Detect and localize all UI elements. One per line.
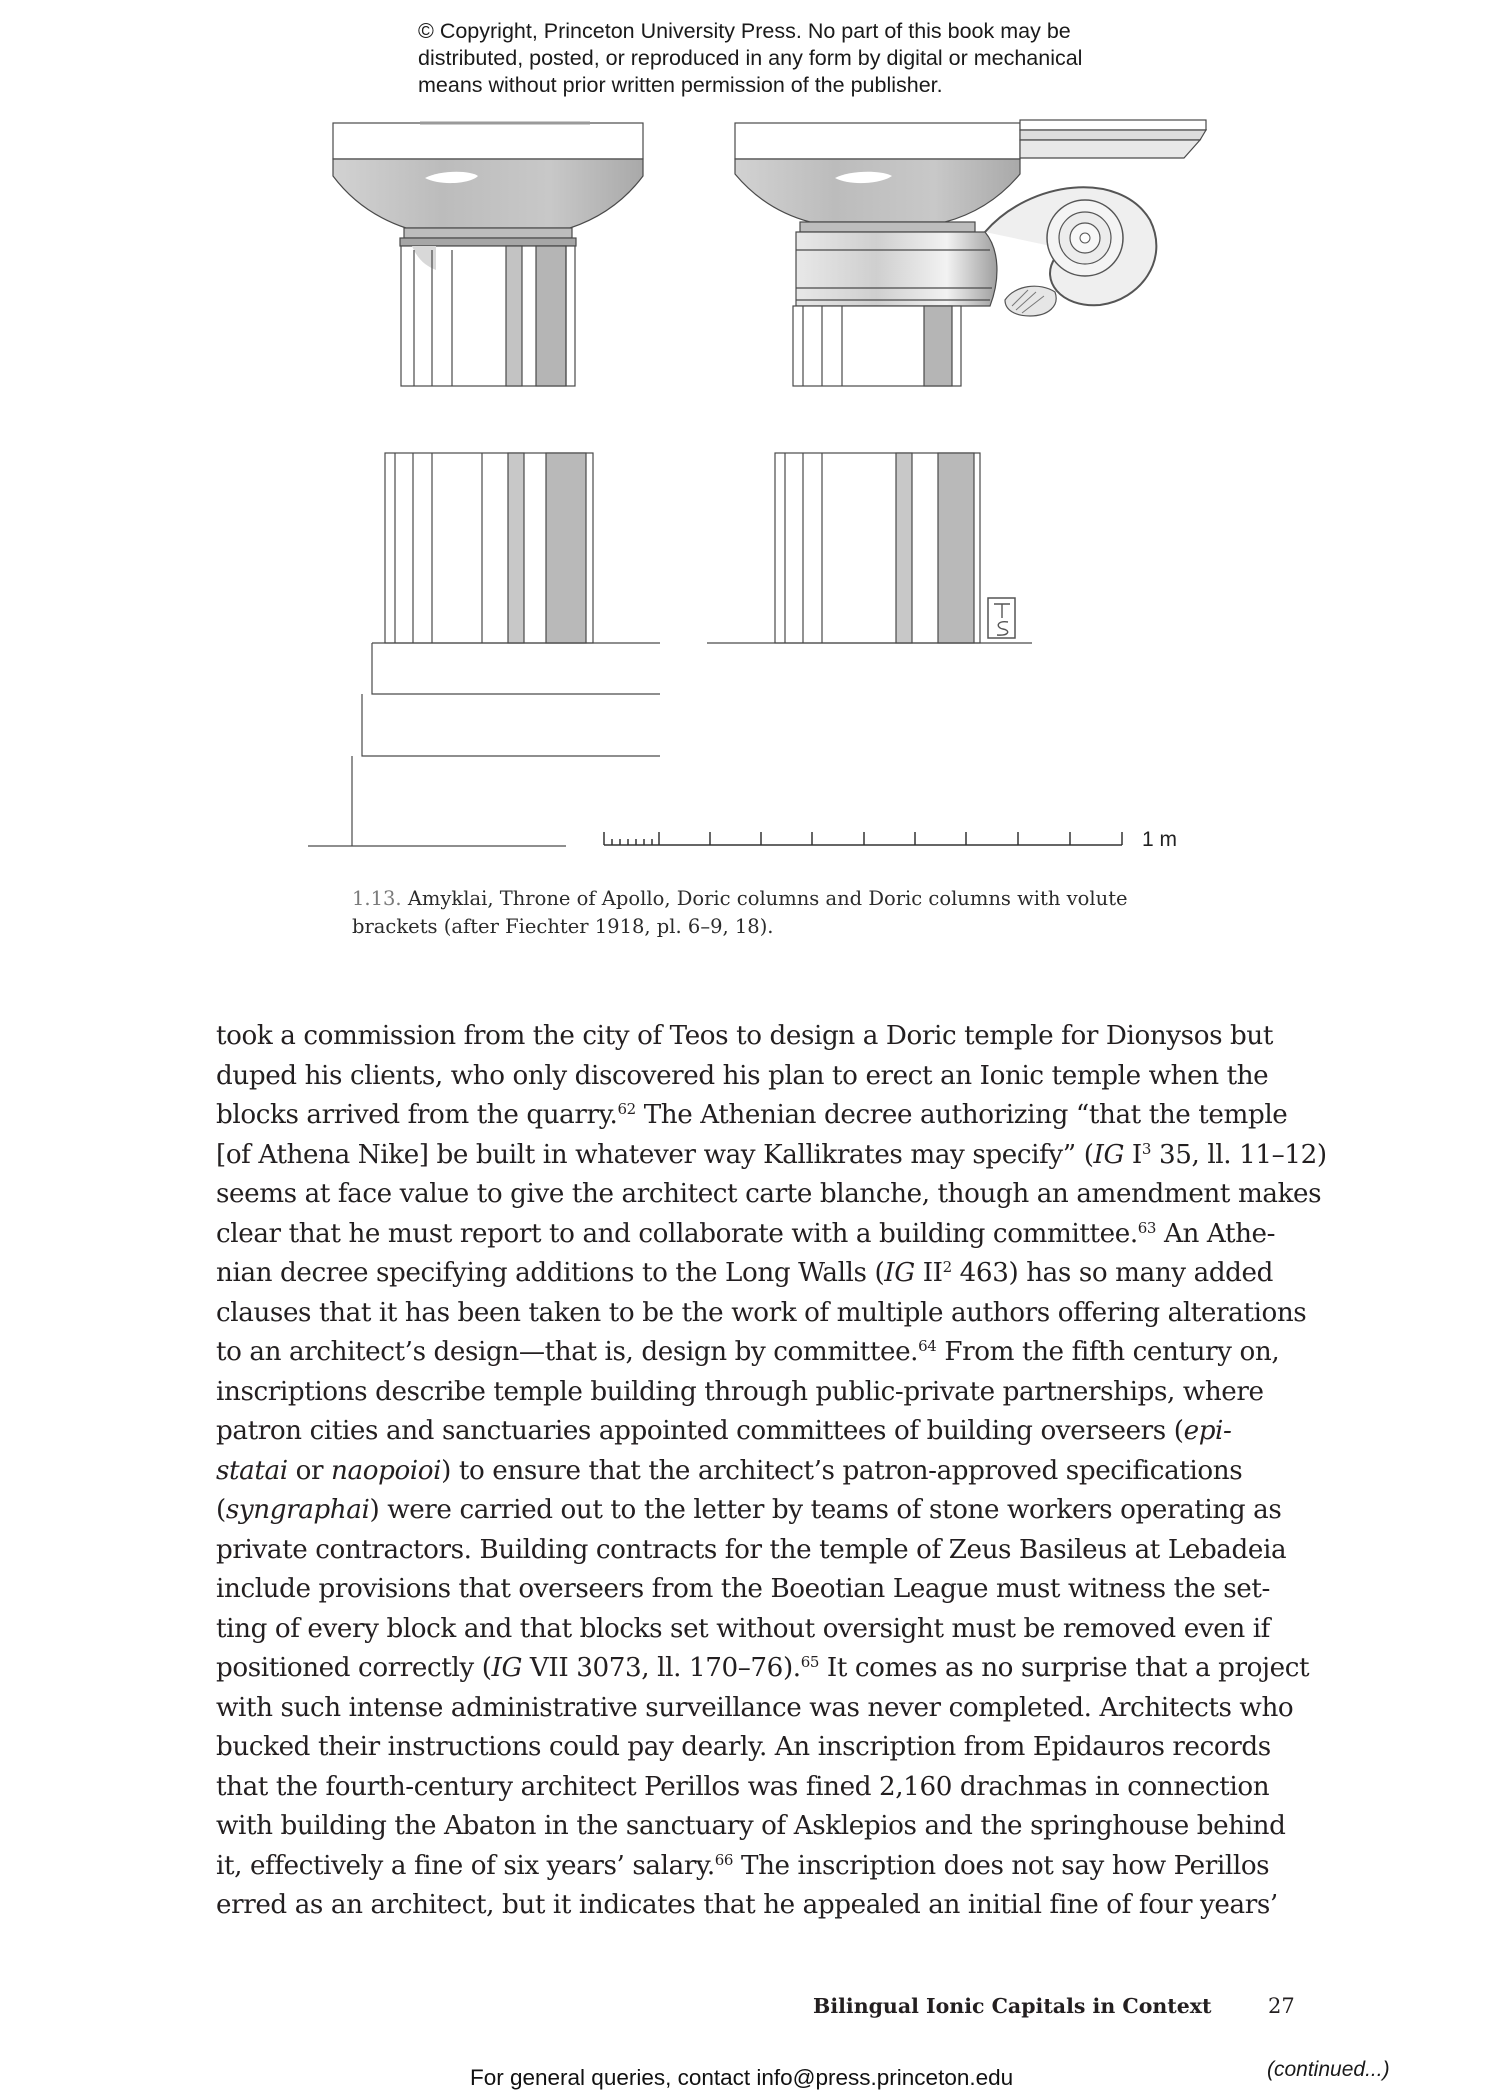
footnote-ref: 62 (617, 1100, 636, 1118)
body-line (216, 1096, 1316, 1136)
text-run: ( (216, 1495, 226, 1525)
footnote-ref: 3 (1141, 1139, 1152, 1158)
text-run: with building the Abaton in the sanctuary of Asklepios and the springhouse behind (216, 1811, 1286, 1841)
italic-text: IG (1093, 1139, 1124, 1170)
body-line (216, 1847, 1316, 1887)
text-run: to an architect’s design—that is, design by committee. (216, 1337, 919, 1367)
scale-bar (604, 832, 1122, 845)
copyright-notice (418, 18, 1118, 99)
text-run: ) to ensure that the architect’s patron-approved specifications (441, 1455, 1243, 1486)
copyright-line: © Copyright, Princeton University Press. No part of this book may be (418, 19, 1071, 43)
text-run: private contractors. Building contracts for the temple of Zeus Basileus at Lebadeia (216, 1534, 1287, 1565)
text-run: clear that he must report to and collaborate with a building committee. (216, 1218, 1138, 1249)
footnote-ref: 65 (800, 1653, 819, 1671)
footer-contact: For general queries, contact info@press.princeton.edu (470, 2065, 1014, 2090)
text-run: An Athe- (1156, 1218, 1276, 1249)
scale-bar-label: 1 m (1142, 828, 1178, 851)
caption-text: Amyklai, Throne of Apollo, Doric columns and Doric columns with volute (407, 887, 1128, 910)
text-run: It comes as no surprise that a project (818, 1653, 1310, 1683)
text-run: bucked their instructions could pay dearly. An inscription from Epidauros records (216, 1732, 1271, 1762)
text-run: II (914, 1258, 943, 1288)
footnote-ref: 2 (942, 1258, 952, 1276)
body-line (216, 1886, 1316, 1926)
body-line (216, 1136, 1327, 1176)
text-run: blocks arrived from the quarry. (216, 1100, 618, 1130)
running-head: Bilingual Ionic Capitals in Context (813, 1994, 1212, 2018)
continued-note: (continued...) (1267, 2058, 1390, 2081)
italic-text: naopoioi (331, 1455, 442, 1486)
body-line (216, 1768, 1316, 1808)
text-run: 35, ll. 11–12) (1151, 1139, 1327, 1170)
text-run: took a commission from the city of Teos to design a Doric temple for Dionysos but (216, 1021, 1274, 1051)
text-run: The inscription does not say how Perillos (733, 1850, 1270, 1881)
text-run: seems at face value to give the architect carte blanche, though an amendment makes (216, 1179, 1322, 1209)
text-run: I (1124, 1139, 1142, 1170)
text-run: ) were carried out to the letter by teams of stone workers operating as (369, 1495, 1282, 1525)
doric-column-left (308, 123, 660, 846)
text-run: erred as an architect, but it indicates that he appealed an initial fine of four years’ (216, 1890, 1278, 1920)
draftsman-monogram-icon (988, 598, 1015, 638)
column-elevation-figure (0, 110, 1500, 870)
page-number: 27 (1268, 1994, 1295, 2018)
body-line (216, 1215, 1316, 1255)
footnote-ref: 63 (1137, 1218, 1157, 1237)
footnote-ref: 66 (714, 1850, 734, 1869)
figure-number: 1.13. (352, 887, 402, 910)
text-run: or (287, 1455, 332, 1486)
body-line (216, 1057, 1316, 1097)
body-line (216, 1412, 1316, 1452)
italic-text: IG (491, 1653, 522, 1683)
text-run: patron cities and sanctuaries appointed committees of building overseers ( (216, 1416, 1184, 1446)
body-text (216, 1017, 1327, 1926)
body-line (216, 1452, 1316, 1492)
body-line (216, 1254, 1316, 1294)
body-line (216, 1807, 1316, 1847)
volute-bracket-column-right (707, 120, 1206, 643)
body-line (216, 1333, 1316, 1373)
body-line (216, 1649, 1316, 1689)
text-run: nian decree specifying additions to the Long Walls ( (216, 1258, 885, 1288)
body-line (216, 1175, 1322, 1215)
copyright-line: distributed, posted, or reproduced in any form by digital or mechanical (418, 46, 1083, 70)
body-line (216, 1373, 1316, 1413)
figure-caption (352, 885, 1132, 941)
body-line (216, 1531, 1316, 1571)
copyright-line: means without prior written permission of the publisher. (418, 73, 943, 97)
body-line (216, 1689, 1316, 1729)
body-line (216, 1728, 1316, 1768)
text-run: From the fifth century on, (936, 1337, 1280, 1367)
body-line (216, 1610, 1316, 1650)
italic-text: statai (216, 1455, 288, 1486)
text-run: duped his clients, who only discovered his plan to erect an Ionic temple when the (216, 1060, 1269, 1091)
italic-text: syngraphai (225, 1495, 370, 1525)
text-run: The Athenian decree authorizing “that the temple (635, 1100, 1288, 1130)
body-line (216, 1294, 1316, 1334)
body-line (216, 1570, 1316, 1610)
text-run: ting of every block and that blocks set without oversight must be removed even if (216, 1613, 1270, 1644)
caption-line (352, 885, 1132, 913)
caption-line: brackets (after Fiechter 1918, pl. 6–9, 18). (352, 915, 774, 938)
text-run: 463) has so many added (951, 1258, 1274, 1288)
text-run: include provisions that overseers from the Boeotian League must witness the set- (216, 1574, 1270, 1604)
body-line (216, 1017, 1316, 1057)
body-line (216, 1491, 1316, 1531)
text-run: [of Athena Nike] be built in whatever way Kallikrates may specify” ( (216, 1139, 1094, 1170)
text-run: with such intense administrative surveillance was never completed. Architects who (216, 1692, 1294, 1723)
text-run: VII 3073, ll. 170–76). (522, 1653, 801, 1683)
italic-text: IG (884, 1258, 915, 1288)
text-run: that the fourth-century architect Perillos was fined 2,160 drachmas in connection (216, 1771, 1270, 1802)
footnote-ref: 64 (918, 1337, 937, 1355)
italic-text: epi- (1183, 1416, 1232, 1446)
text-run: clauses that it has been taken to be the work of multiple authors offering alterations (216, 1297, 1307, 1328)
text-run: it, effectively a fine of six years’ salary. (216, 1850, 715, 1881)
text-run: positioned correctly ( (216, 1653, 492, 1683)
text-run: inscriptions describe temple building through public-private partnerships, where (216, 1376, 1264, 1407)
